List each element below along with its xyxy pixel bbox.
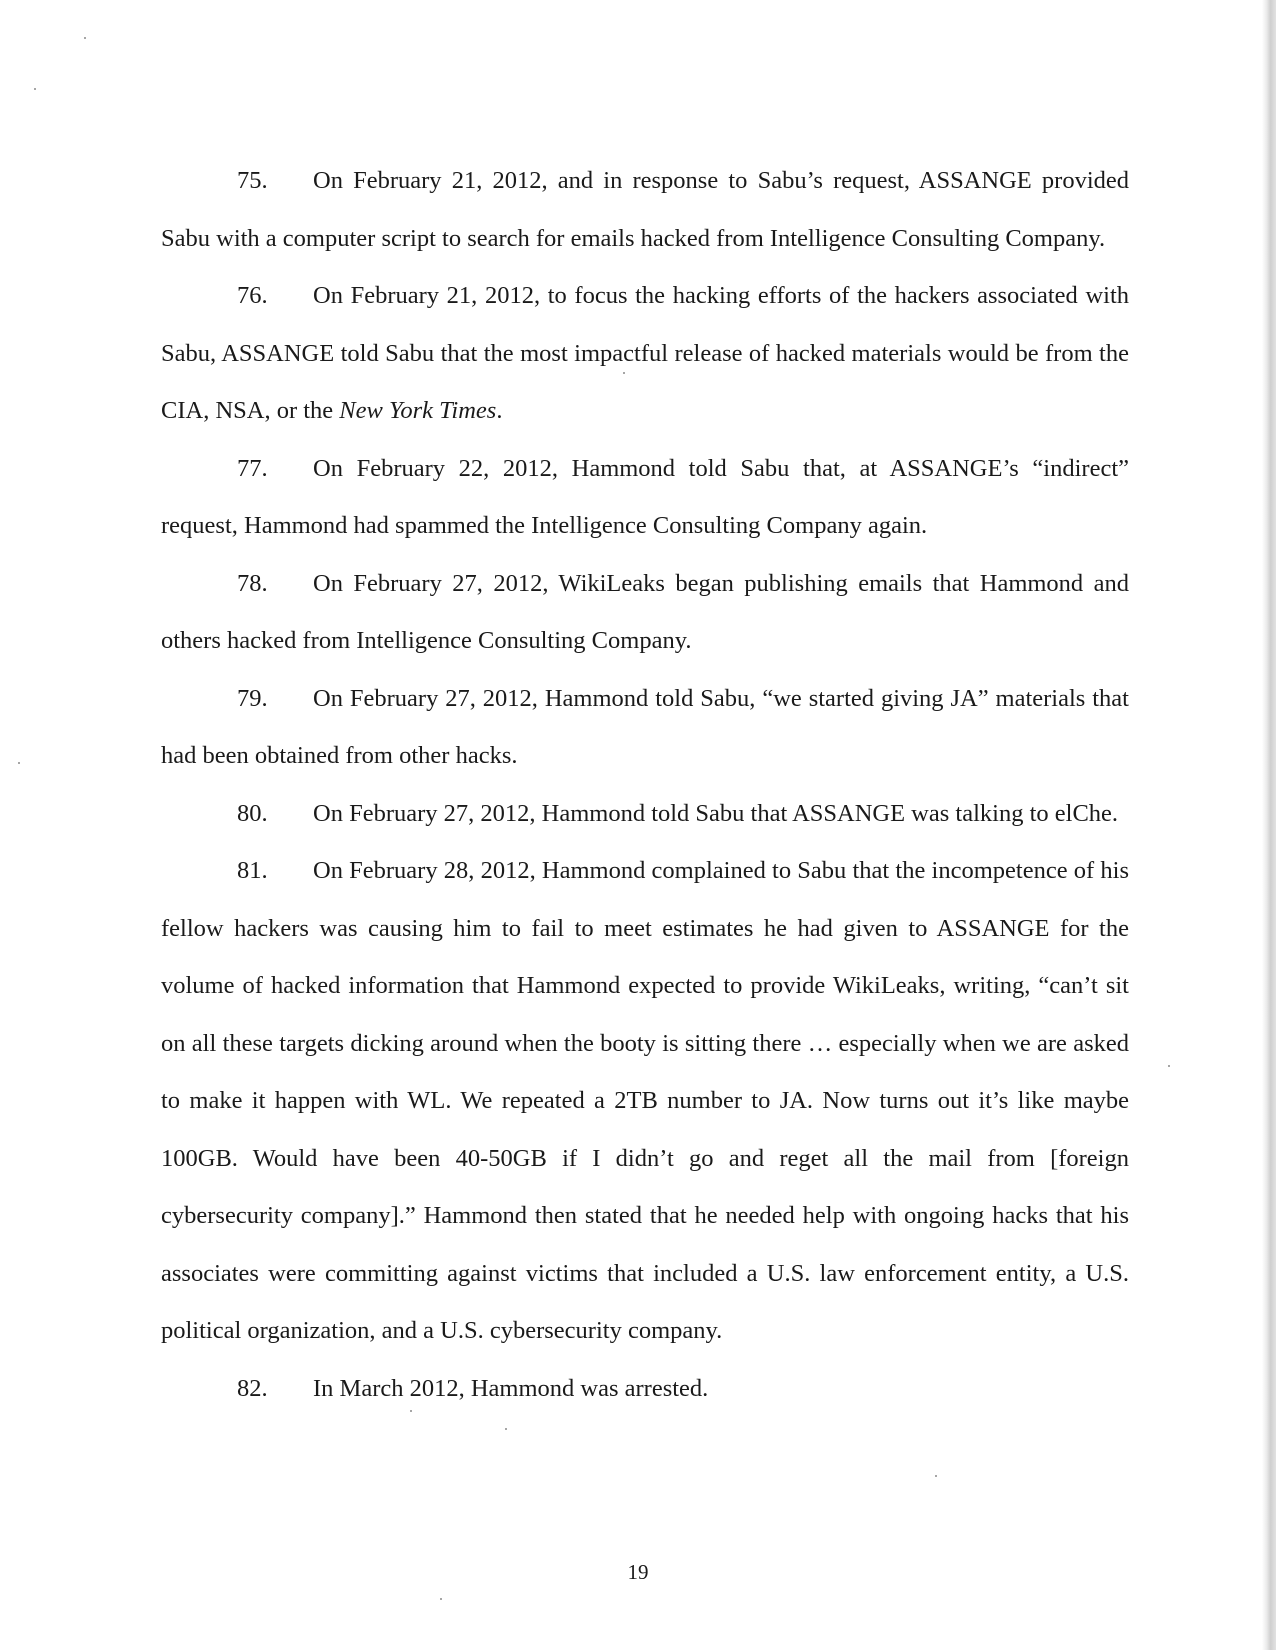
scan-speck [935, 1475, 937, 1477]
paragraph-82 [161, 1360, 1129, 1418]
scan-edge-shadow [1262, 0, 1276, 1650]
paragraph-text: On February 27, 2012, Hammond told Sabu that ASSANGE was talking to elChe. [313, 799, 1119, 827]
paragraph-81 [161, 842, 1129, 1360]
scan-speck [1168, 1065, 1170, 1067]
paragraph-76 [161, 267, 1129, 440]
paragraph-text: On February 22, 2012, Hammond told Sabu that, at ASSANGE’s “indirect” request, Hammond had spammed the Intelligence Consulting Company again. [161, 454, 1129, 539]
paragraph-text: In March 2012, Hammond was arrested. [313, 1374, 709, 1402]
paragraph-text: On February 28, 2012, Hammond complained to Sabu that the incompetence of his fellow hackers was causing him to fail to meet estimates he had given to ASSANGE for the volume of hacked information that Hammond expected to provide WikiLeaks, writing, “can’t sit on all these targets dicking around when the booty is sitting there … especially when we are asked to make it happen with WL. We repeated a 2TB number to JA. Now turns out it’s like maybe 100GB. Would have been 40-50GB if I didn’t go and reget all the mail from [foreign cybersecurity company].” Hammond then stated that he needed help with ongoing hacks that his associates were committing against victims that included a U.S. law enforcement entity, a U.S. political organization, and a U.S. cybersecurity company. [161, 857, 1129, 1344]
paragraph-number: 77. [237, 454, 268, 482]
paragraph-79 [161, 670, 1129, 785]
paragraph-text-tail: . [496, 397, 503, 424]
paragraph-text: On February 21, 2012, and in response to Sabu’s request, ASSANGE provided Sabu with a computer script to search for emails hacked from Intelligence Consulting Company. [161, 167, 1129, 252]
scan-speck [440, 1598, 442, 1600]
paragraph-number: 80. [237, 799, 268, 827]
page-number: 19 [627, 1560, 649, 1584]
paragraph-number: 79. [237, 684, 268, 712]
paragraph-number: 75. [237, 167, 268, 194]
paragraph-75 [161, 152, 1129, 267]
paragraph-text: On February 27, 2012, WikiLeaks began publishing emails that Hammond and others hacked from Intelligence Consulting Company. [161, 569, 1129, 654]
paragraph-number: 82. [237, 1374, 268, 1402]
paragraph-number: 76. [237, 282, 268, 309]
paragraph-text: On February 27, 2012, Hammond told Sabu, “we started giving JA” materials that had been obtained from other hacks. [161, 684, 1129, 769]
scan-speck [505, 1428, 507, 1430]
paragraph-number: 81. [237, 857, 268, 884]
document-body [161, 152, 1129, 1417]
paragraph-77 [161, 440, 1129, 555]
paragraph-80 [161, 785, 1129, 843]
scan-speck [34, 88, 36, 90]
paragraph-text: On February 21, 2012, to focus the hacking efforts of the hackers associated with Sabu, ASSANGE told Sabu that the most impactful release of hacked materials would be from the CIA, NSA, or the [161, 282, 1129, 424]
scan-speck [18, 762, 20, 764]
paragraph-78 [161, 555, 1129, 670]
scan-speck [84, 37, 86, 39]
italic-publication-title: New York Times [339, 397, 497, 424]
paragraph-number: 78. [237, 569, 268, 597]
